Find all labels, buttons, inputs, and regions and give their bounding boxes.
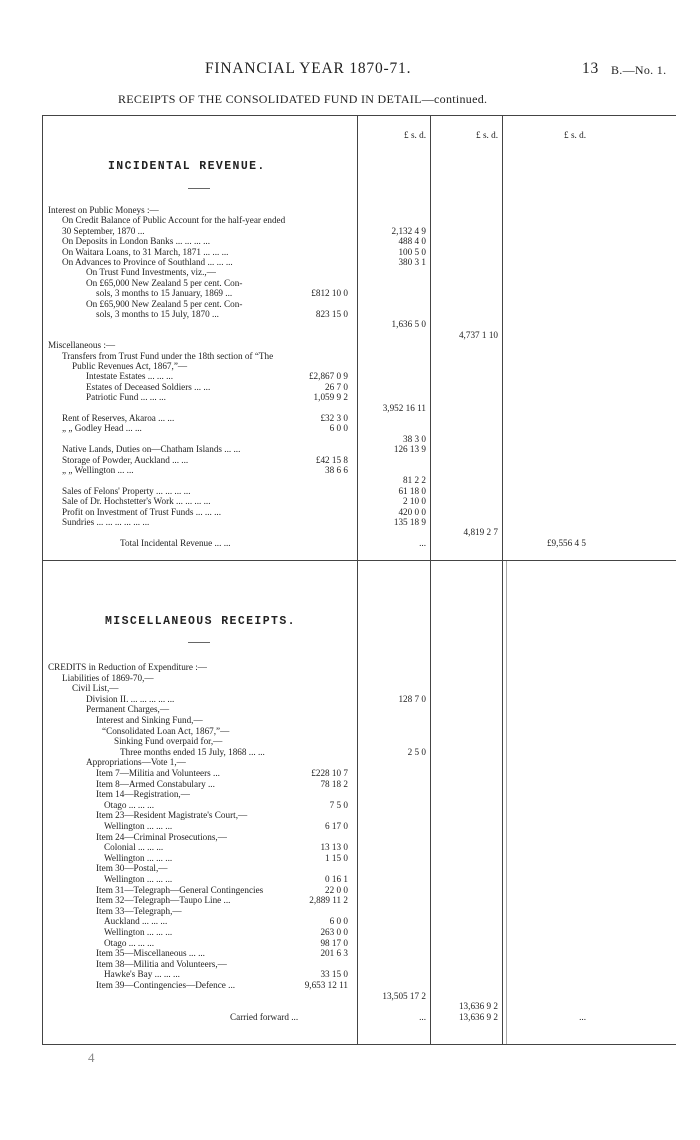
table-top-rule [42,115,676,116]
row-label: Permanent Charges,— [86,704,170,714]
amount-c1: 3,952 16 11 [382,403,426,413]
amount-in: 33 15 0 [320,969,348,979]
column-rule-3b [506,560,507,1045]
page-title: FINANCIAL YEAR 1870-71. [205,60,412,77]
row-label: Sinking Fund overpaid for,— [114,736,223,746]
amount-in: 6 0 0 [329,423,348,433]
footer-mark: 4 [88,1050,95,1065]
amount-in: 6 0 0 [329,916,348,926]
row-label: “Consolidated Loan Act, 1867,”— [102,726,230,736]
heading-rule [188,642,210,643]
row-label: Wellington ... ... ... [104,853,173,863]
amount-in: 2,889 11 2 [309,895,348,905]
amount-in: 1,059 9 2 [313,392,348,402]
row-label: Item 38—Militia and Volunteers,— [96,959,227,969]
amount-in: 98 17 0 [320,938,348,948]
row-label: Miscellaneous :— [48,340,116,350]
row-label: Wellington ... ... ... [104,821,173,831]
amount-c1: 81 2 2 [403,475,426,485]
amount-c1: 126 13 9 [393,444,426,454]
amount-c1: 135 18 9 [393,517,426,527]
row-label: Item 30—Postal,— [96,863,168,873]
row-label: sols, 3 months to 15 January, 1869 ... [96,288,233,298]
row-label: Item 8—Armed Constabulary ... [96,779,215,789]
row-label: Liabilities of 1869-70,— [62,673,154,683]
row-label: Item 23—Resident Magistrate's Court,— [96,810,248,820]
row-label: On £65,900 New Zealand 5 per cent. Con- [86,299,243,309]
amount-in: 263 0 0 [320,927,348,937]
page-subtitle: RECEIPTS OF THE CONSOLIDATED FUND IN DETAIL—continued. [118,92,488,106]
row-label: Item 35—Miscellaneous ... ... [96,948,205,958]
row-label: Storage of Powder, Auckland ... ... [62,455,189,465]
section-divider [42,560,676,561]
amount-in: 6 17 0 [325,821,348,831]
row-label: Carried forward ... [230,1012,299,1022]
row-label: On £65,000 New Zealand 5 per cent. Con- [86,278,243,288]
amount-c2: 13,636 9 2 [458,1001,498,1011]
row-label: Wellington ... ... ... [104,927,173,937]
row-label: 30 September, 1870 ... [62,226,145,236]
row-label: „ „ Godley Head ... ... [62,423,142,433]
col2-header: £ s. d. [476,130,498,140]
row-label: Item 14—Registration,— [96,789,190,799]
amount-c1: 1,636 5 0 [391,319,426,329]
row-label: Hawke's Bay ... ... ... [104,969,180,979]
row-label: Profit on Investment of Trust Funds ... ... ... [62,507,222,517]
amount-c1: ... [419,1012,426,1022]
amount-c1: 13,505 17 2 [382,991,426,1001]
amount-c1: 2,132 4 9 [391,226,426,236]
amount-c2: 4,819 2 7 [463,527,498,537]
row-label: CREDITS in Reduction of Expenditure :— [48,662,207,672]
row-label: Native Lands, Duties on—Chatham Islands ... ... [62,444,241,454]
misc-heading: MISCELLANEOUS RECEIPTS. [105,615,296,628]
row-label: Estates of Deceased Soldiers ... ... [86,382,211,392]
row-label: Item 33—Telegraph,— [96,906,182,916]
row-label: On Waitara Loans, to 31 March, 1871 ... ... ... [62,247,229,257]
amount-c1: 420 0 0 [398,507,426,517]
amount-c1: 128 7 0 [398,694,426,704]
row-label: Rent of Reserves, Akaroa ... ... [62,413,175,423]
row-label: „ „ Wellington ... ... [62,465,134,475]
amount-c3: ... [579,1012,586,1022]
heading-rule [188,188,210,189]
amount-in: 38 6 6 [325,465,348,475]
amount-c1: 38 3 0 [403,434,426,444]
row-label: Item 39—Contingencies—Defence ... [96,980,236,990]
page-number: 13 [582,60,600,77]
row-label: Civil List,— [72,683,119,693]
document-reference: B.—No. 1. [611,63,667,77]
row-label: Interest and Sinking Fund,— [96,715,203,725]
row-label: Otago ... ... ... [104,938,155,948]
row-label: Division II. ... ... ... ... ... [86,694,175,704]
amount-in: 9,653 12 11 [304,980,348,990]
amount-c1: 488 4 0 [398,236,426,246]
column-rule-2 [430,115,431,1045]
col1-header: £ s. d. [404,130,426,140]
row-label: Otago ... ... ... [104,800,155,810]
amount-in: £2,867 0 9 [308,371,348,381]
table-bottom-rule [42,1044,676,1045]
row-label: Total Incidental Revenue ... ... [120,538,231,548]
row-label: Sale of Dr. Hochstetter's Work ... ... ... ... [62,496,211,506]
row-label: Patriotic Fund ... ... ... [86,392,166,402]
amount-in: 26 7 0 [325,382,348,392]
amount-c1: 2 5 0 [407,747,426,757]
column-rule-1 [357,115,358,1045]
row-label: On Trust Fund Investments, viz.,— [86,267,216,277]
row-label: Wellington ... ... ... [104,874,173,884]
row-label: Sales of Felons' Property ... ... ... ... [62,486,191,496]
row-label: Item 7—Militia and Volunteers ... [96,768,220,778]
row-label: Appropriations—Vote 1,— [86,757,186,767]
row-label: Three months ended 15 July, 1868 ... ... [120,747,265,757]
amount-in: 0 16 1 [325,874,348,884]
amount-c3: £9,556 4 5 [546,538,586,548]
amount-c1: ... [419,538,426,548]
row-label: Interest on Public Moneys :— [48,205,159,215]
amount-c2: 13,636 9 2 [458,1012,498,1022]
row-label: Item 24—Criminal Prosecutions,— [96,832,227,842]
row-label: Auckland ... ... ... [104,916,168,926]
row-label: Item 32—Telegraph—Taupo Line ... [96,895,231,905]
amount-in: £812 10 0 [311,288,348,298]
column-rule-3 [502,115,503,1045]
incidental-heading: INCIDENTAL REVENUE. [108,160,266,173]
amount-in: £42 15 8 [315,455,348,465]
amount-in: £32 3 0 [320,413,348,423]
row-label: sols, 3 months to 15 July, 1870 ... [96,309,219,319]
amount-c1: 380 3 1 [398,257,426,267]
row-label: Colonial ... ... ... [104,842,164,852]
amount-c1: 2 10 0 [403,496,426,506]
row-label: On Advances to Province of Southland ... ... ... [62,257,233,267]
row-label: Item 31—Telegraph—General Contingencies [96,885,264,895]
amount-in: 7 5 0 [329,800,348,810]
row-label: Transfers from Trust Fund under the 18th section of “The [62,351,274,361]
amount-in: 1 15 0 [325,853,348,863]
amount-in: 201 6 3 [320,948,348,958]
amount-in: 78 18 2 [320,779,348,789]
amount-c1: 61 18 0 [398,486,426,496]
row-label: Sundries ... ... ... ... ... ... [62,517,150,527]
col3-header: £ s. d. [564,130,586,140]
row-label: On Deposits in London Banks ... ... ... ... [62,236,211,246]
amount-in: 823 15 0 [315,309,348,319]
row-label: Intestate Estates ... ... ... [86,371,174,381]
amount-in: 13 13 0 [320,842,348,852]
row-label: Public Revenues Act, 1867,”— [72,361,188,371]
row-label: On Credit Balance of Public Account for the half-year ended [62,215,286,225]
amount-c1: 100 5 0 [398,247,426,257]
table-left-rule [42,115,43,1045]
amount-in: £228 10 7 [311,768,348,778]
amount-in: 22 0 0 [325,885,348,895]
amount-c2: 4,737 1 10 [458,330,498,340]
